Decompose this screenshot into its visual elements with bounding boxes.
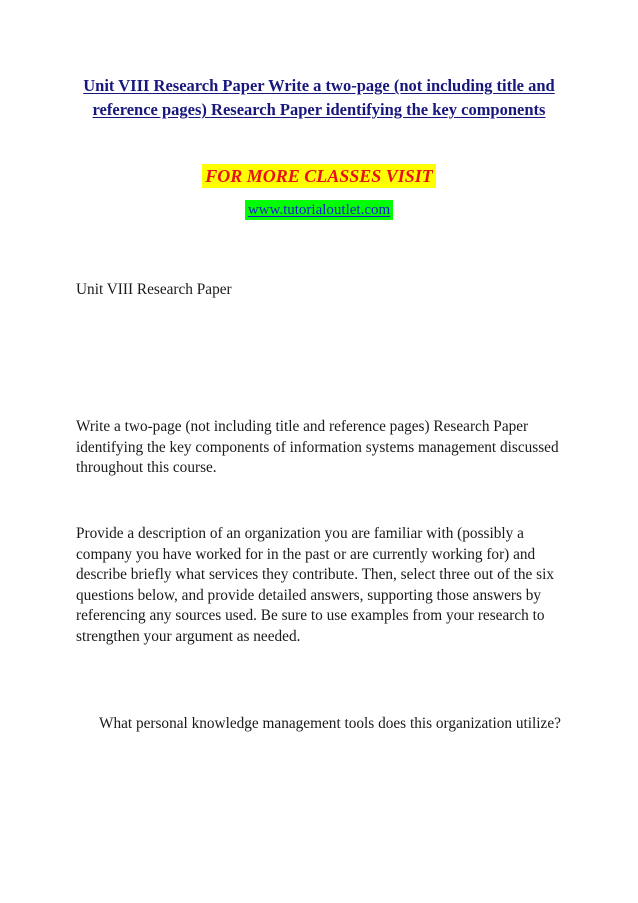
paragraph-instructions: Provide a description of an organization you are familiar with (possibly a company you have worked for in the past or are currently working for) and describe briefly what services they contribute. Then, select three out of the six questions below, and provide detailed answers, supporting those answers by referencing any sources used. Be sure to use examples from your research to strengthen your argument as needed. (76, 525, 555, 645)
document-subtitle: Unit VIII Research Paper (76, 281, 232, 298)
paragraph-question: What personal knowledge management tools does this organization utilize? (99, 715, 561, 732)
link-container (0, 200, 638, 220)
promo-text: FOR MORE CLASSES VISIT (202, 164, 436, 188)
promo-banner (0, 164, 638, 188)
document-title: Unit VIII Research Paper Write a two-page (not including title and reference pages) Research Paper identifying the key components (83, 76, 555, 119)
paragraph-intro: Write a two-page (not including title and reference pages) Research Paper identifying the key components of information systems management discussed throughout this course. (76, 418, 559, 477)
website-link[interactable]: www.tutorialoutlet.com (245, 200, 393, 220)
